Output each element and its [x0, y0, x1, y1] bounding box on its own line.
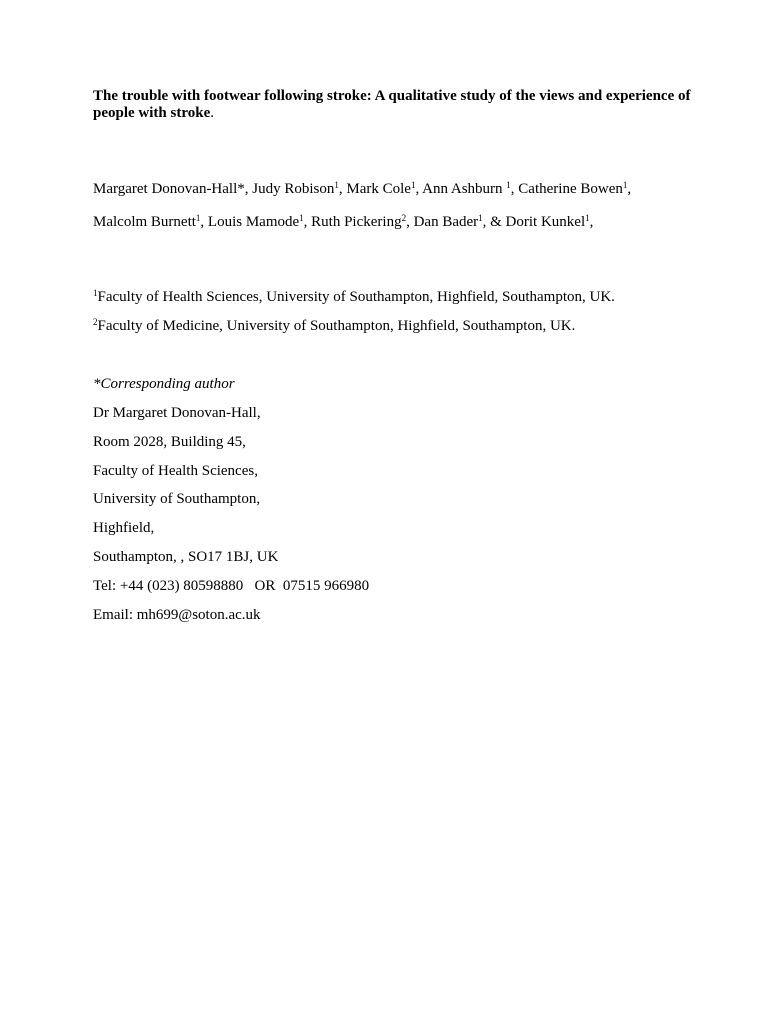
author-affiliation-marker: 1 — [622, 180, 628, 190]
author-affiliation-marker: 1 — [506, 180, 511, 190]
affiliation-text: Faculty of Medicine, University of Southampton, Highfield, Southampton, UK. — [97, 318, 576, 334]
paper-title — [93, 88, 693, 122]
author-affiliation-marker: 1 — [334, 180, 339, 190]
author-name: , Dan Bader — [406, 214, 479, 230]
author-affiliation-marker: 1 — [410, 180, 416, 190]
correspondence-locality: Highfield, — [93, 520, 155, 536]
correspondence-university: University of Southampton, — [93, 491, 261, 507]
paper-title-period: . — [210, 105, 214, 121]
affiliation-1 — [93, 288, 615, 306]
author-name: , Ann Ashburn — [415, 181, 507, 197]
author-affiliation-marker: 1 — [585, 213, 590, 223]
affiliation-2 — [93, 317, 575, 335]
author-separator: , — [627, 181, 632, 197]
paper-title-text: The trouble with footwear following stroke: A qualitative study of the views and experience of people with stroke — [93, 88, 691, 121]
author-name: , Louis Mamode — [200, 214, 300, 230]
affiliation-marker: 1 — [93, 288, 98, 298]
author-separator: , — [589, 214, 594, 230]
author-name: Margaret Donovan-Hall*, — [93, 181, 253, 197]
correspondence-name: Dr Margaret Donovan-Hall, — [93, 405, 261, 421]
author-affiliation-marker: 2 — [401, 213, 407, 223]
author-name: , Ruth Pickering — [303, 214, 402, 230]
author-name: Malcolm Burnett — [93, 214, 196, 230]
author-list-line-1 — [93, 180, 631, 198]
author-name: , Catherine Bowen — [510, 181, 623, 197]
author-affiliation-marker: 1 — [195, 213, 201, 223]
affiliation-text: Faculty of Health Sciences, University of Southampton, Highfield, Southampton, UK. — [97, 289, 615, 305]
author-name: , & Dorit Kunkel — [482, 214, 586, 230]
correspondence-room: Room 2028, Building 45, — [93, 434, 246, 450]
correspondence-postcode: Southampton, , SO17 1BJ, UK — [93, 549, 279, 565]
author-list-line-2 — [93, 213, 593, 231]
correspondence-faculty: Faculty of Health Sciences, — [93, 463, 258, 479]
author-affiliation-marker: 1 — [478, 213, 483, 223]
affiliation-marker: 2 — [93, 317, 98, 327]
correspondence-email: Email: mh699@soton.ac.uk — [93, 607, 261, 623]
correspondence-telephone: Tel: +44 (023) 80598880 OR 07515 966980 — [93, 578, 370, 594]
corresponding-author-heading: *Corresponding author — [93, 376, 235, 392]
author-affiliation-marker: 1 — [299, 213, 304, 223]
author-name: , Mark Cole — [338, 181, 411, 197]
author-name: Judy Robison — [252, 181, 335, 197]
